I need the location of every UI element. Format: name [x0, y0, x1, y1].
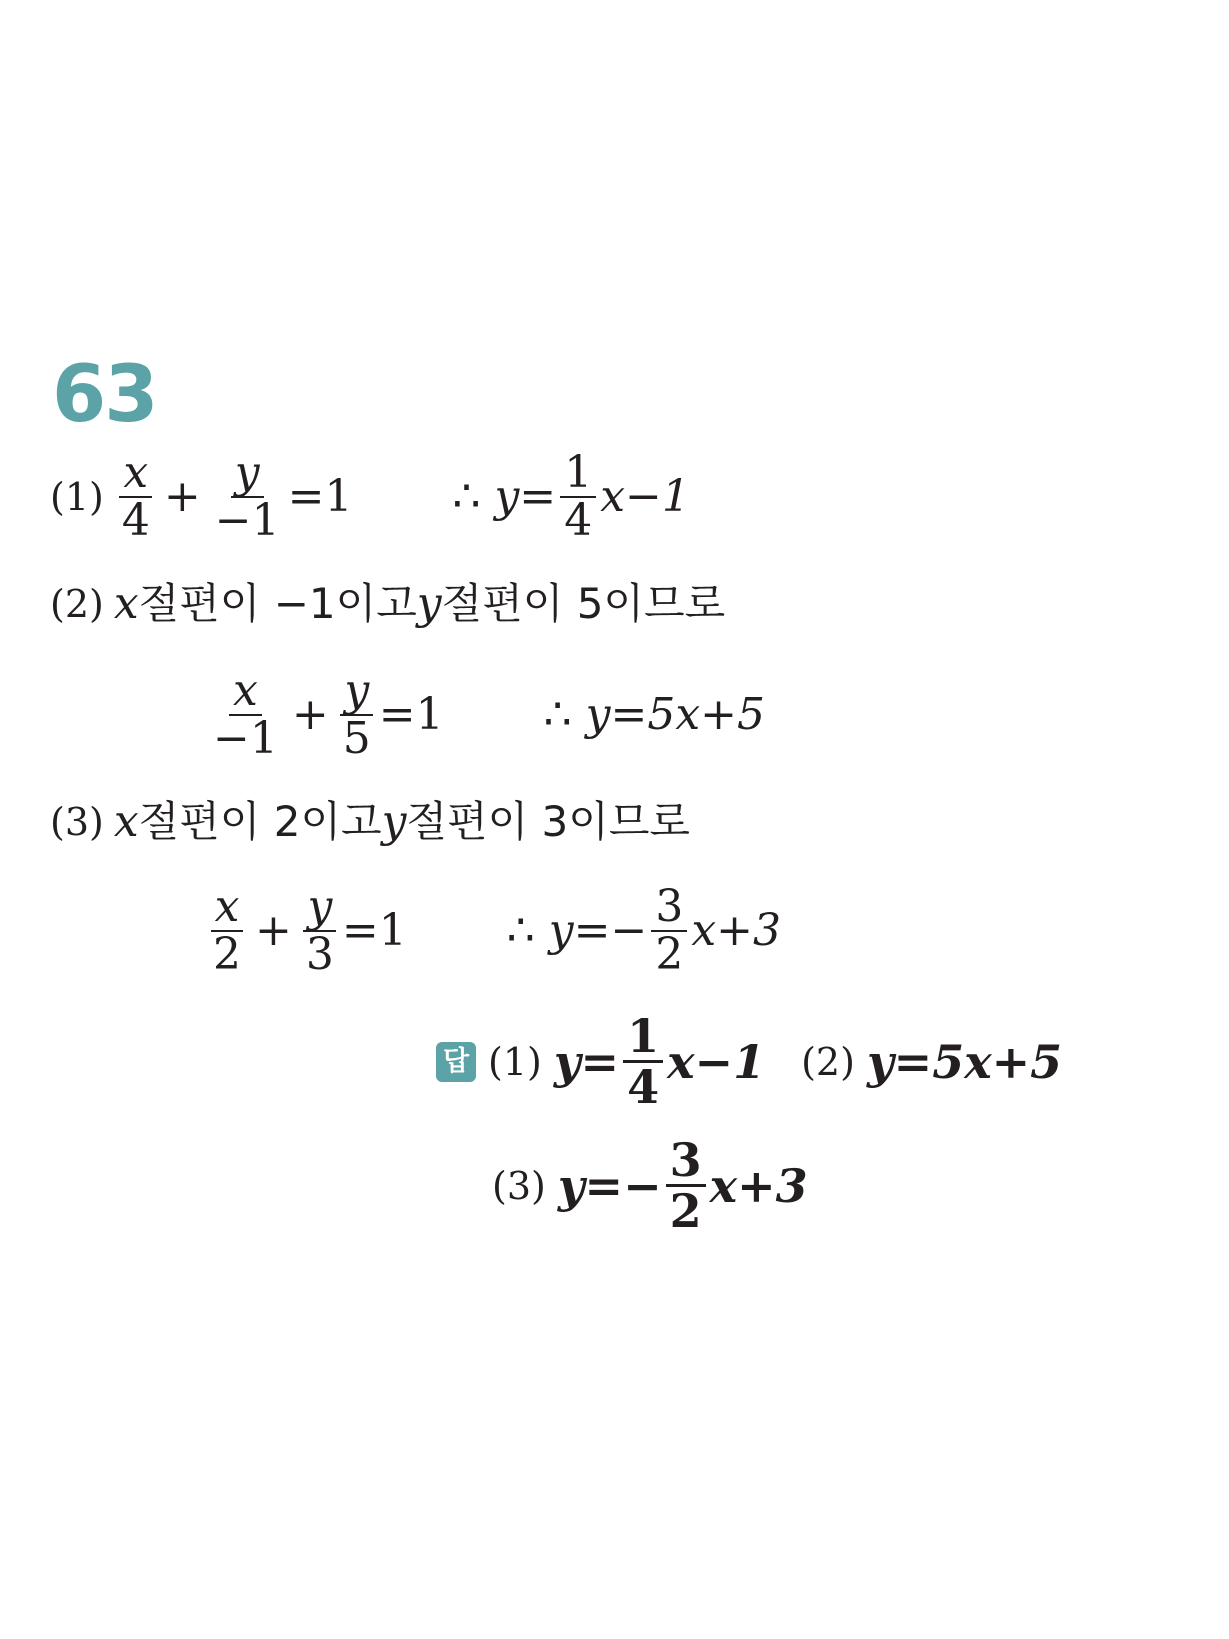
- answer-3-label: (3): [492, 1163, 546, 1208]
- result-lhs: y=−: [548, 905, 648, 957]
- part-3-label: (3): [50, 800, 104, 844]
- answer-badge: 답: [436, 1042, 476, 1082]
- var-x: x: [113, 796, 139, 847]
- result-tail: x−1: [600, 471, 690, 523]
- numerator: x: [229, 668, 262, 716]
- result: y=5x+5: [585, 689, 766, 741]
- denominator: 2: [655, 929, 684, 981]
- numerator: 3: [651, 884, 687, 932]
- korean-text: 절편이 −1이고: [138, 579, 417, 628]
- fraction: [209, 881, 245, 981]
- denominator: 2: [213, 929, 241, 981]
- plus-sign: +: [163, 471, 201, 523]
- plus-sign: +: [291, 689, 329, 741]
- part-2-equation: [205, 665, 766, 765]
- fraction: [623, 1009, 663, 1115]
- answer-2-label: (2): [801, 1039, 855, 1084]
- denominator: 2: [669, 1184, 702, 1239]
- part-3-equation: [205, 881, 782, 981]
- numerator: y: [340, 668, 373, 716]
- part-2-text: [50, 578, 726, 629]
- answer-line-2: [492, 1133, 808, 1239]
- part-2-label: (2): [50, 582, 104, 626]
- denominator: 3: [305, 929, 334, 981]
- numerator: x: [211, 884, 244, 932]
- part-1-label: (1): [50, 475, 104, 520]
- numerator: y: [303, 884, 336, 932]
- var-y: y: [416, 578, 442, 629]
- korean-text: 절편이 2이고: [138, 797, 382, 846]
- answer-3-tail: x+3: [709, 1158, 808, 1213]
- denominator: 5: [342, 713, 371, 765]
- answer-1-tail: x−1: [667, 1034, 766, 1089]
- var-y: y: [381, 796, 407, 847]
- answer-1-label: (1): [488, 1039, 542, 1084]
- numerator: x: [119, 450, 152, 498]
- answer-1-lhs: y=: [553, 1034, 620, 1089]
- equation-rhs: =1: [287, 471, 353, 523]
- plus-sign: +: [255, 905, 292, 957]
- numerator: 1: [560, 450, 596, 498]
- result-tail: x+3: [691, 905, 782, 957]
- part-1-line: [50, 447, 690, 547]
- fraction: [339, 665, 375, 765]
- answer-line-1: [436, 1009, 1063, 1115]
- fraction: [651, 881, 687, 981]
- denominator: −1: [213, 713, 278, 765]
- fraction: [209, 665, 282, 765]
- denominator: 4: [121, 495, 150, 547]
- equation-rhs: =1: [341, 905, 407, 957]
- fraction: [302, 881, 338, 981]
- equation-rhs: =1: [378, 689, 444, 741]
- part-3-text: [50, 796, 690, 847]
- numerator: 3: [666, 1136, 706, 1187]
- var-x: x: [113, 578, 139, 629]
- fraction: [560, 447, 596, 547]
- answer-2: y=5x+5: [866, 1034, 1063, 1089]
- numerator: 1: [623, 1012, 663, 1063]
- answer-3-lhs: y=−: [557, 1158, 662, 1213]
- result-lhs: y=: [494, 471, 557, 523]
- fraction: [666, 1133, 706, 1239]
- denominator: 4: [627, 1060, 660, 1115]
- numerator: y: [231, 450, 264, 498]
- therefore-symbol: ∴: [543, 689, 572, 741]
- denominator: −1: [214, 495, 280, 547]
- korean-text: 절편이 5이므로: [441, 579, 726, 628]
- therefore-symbol: ∴: [452, 471, 481, 523]
- fraction: [211, 447, 284, 547]
- problem-number: 63: [52, 350, 157, 440]
- therefore-symbol: ∴: [506, 905, 535, 957]
- korean-text: 절편이 3이므로: [406, 797, 690, 846]
- denominator: 4: [564, 495, 593, 547]
- fraction: [118, 447, 154, 547]
